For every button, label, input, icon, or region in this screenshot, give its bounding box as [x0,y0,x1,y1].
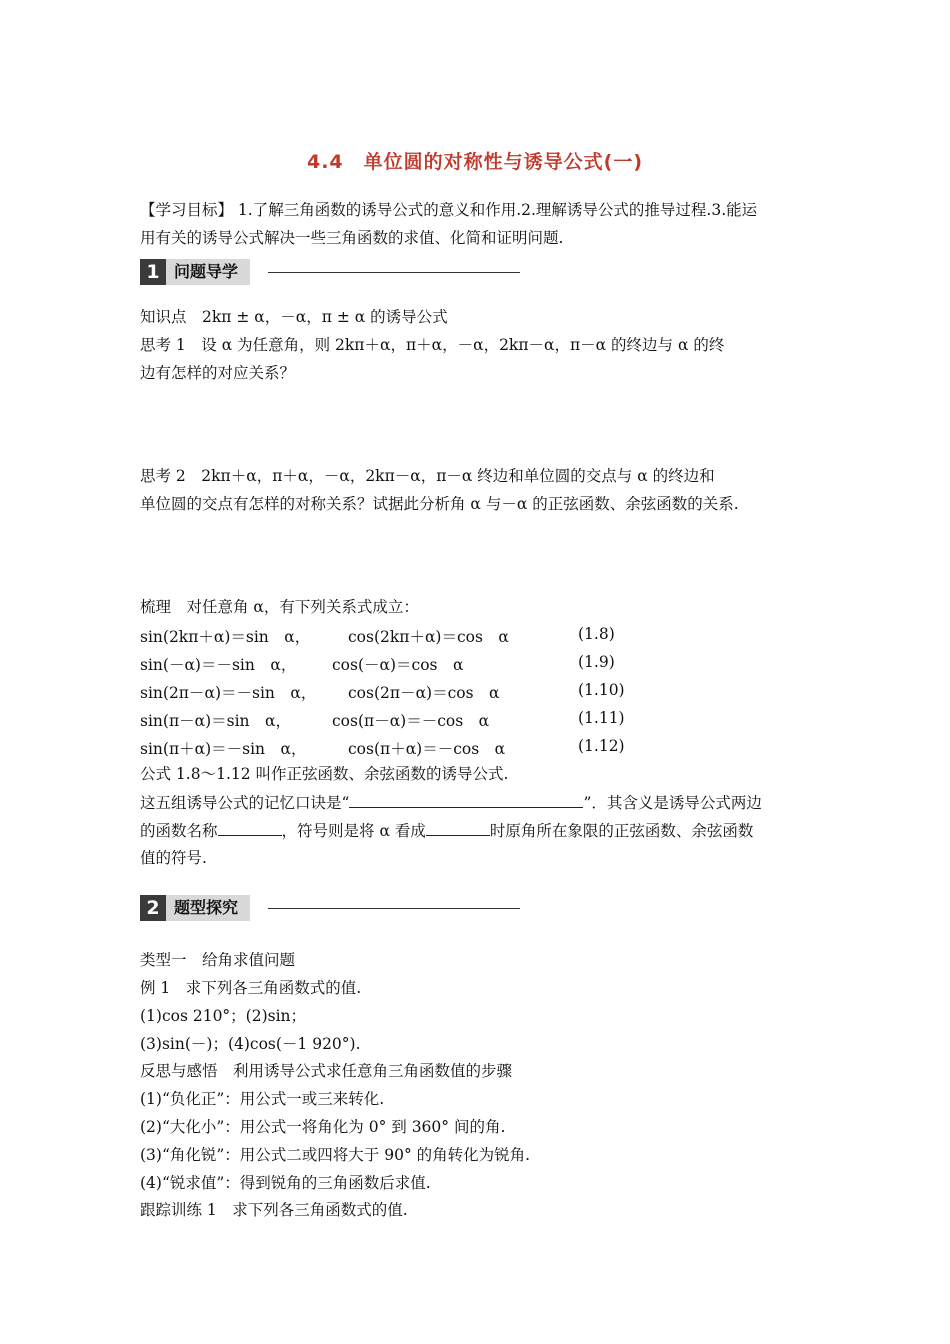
sine-formula: sin(－α)＝－sin α， [140,656,297,674]
formula-note: 公式 1.8～1.12 叫作正弦函数、余弦函数的诱导公式. [140,765,509,783]
knowledge-point-heading: 知识点 2kπ ± α，－α，π ± α 的诱导公式 [140,308,448,326]
section-divider [268,908,520,909]
cosine-formula: cos(2kπ＋α)＝cos α [348,628,509,646]
cosine-formula: cos(－α)＝cos α [332,656,464,674]
fill-blank [426,820,490,836]
reflection-heading: 反思与感悟 利用诱导公式求任意角三角函数值的步骤 [140,1062,513,1080]
section-number-badge: 2 [140,895,166,921]
fill-blank [218,820,282,836]
formula-number: (1.10) [578,681,625,699]
example1-heading: 例 1 求下列各三角函数式的值. [140,979,362,997]
think1-line-1: 思考 1 设 α 为任意角，则 2kπ＋α，π＋α，－α，2kπ－α，π－α 的终边与 α 的终 [140,336,725,354]
mnemonic-text: 的函数名称 [140,822,218,840]
section-header-question-types [140,895,520,921]
formula-number: (1.12) [578,737,625,755]
section-number-badge: 1 [140,259,166,285]
practice1-heading: 跟踪训练 1 求下列各三角函数式的值. [140,1201,408,1219]
think1-line-2: 边有怎样的对应关系？ [140,364,296,382]
page-title: 4.4 单位圆的对称性与诱导公式(一) [306,151,644,173]
type1-heading: 类型一 给角求值问题 [140,951,296,969]
step-item: (1)“负化正”：用公式一或三来转化. [140,1090,385,1108]
think2-line-1: 思考 2 2kπ＋α，π＋α，－α，2kπ－α，π－α 终边和单位圆的交点与 α 的终边和 [140,467,715,485]
step-item: (2)“大化小”：用公式一将角化为 0° 到 360° 间的角. [140,1118,506,1136]
example1-parts-line-1: (1)cos 210°；(2)sin； [140,1007,307,1025]
formula-number: (1.9) [578,653,615,671]
section-divider [268,272,520,273]
formula-number: (1.8) [578,625,615,643]
cosine-formula: cos(2π－α)＝cos α [348,684,500,702]
sine-formula: sin(π－α)＝sin α， [140,712,292,730]
mnemonic-text: 这五组诱导公式的记忆口诀是“ [140,794,350,812]
summary-heading: 梳理 对任意角 α，有下列关系式成立： [140,598,419,616]
mnemonic-text: ，符号则是将 α 看成 [281,822,426,840]
example1-parts-line-2: (3)sin(－)；(4)cos(－1 920°). [140,1035,361,1053]
learning-objectives-line-2: 用有关的诱导公式解决一些三角函数的求值、化简和证明问题. [140,229,564,247]
sine-formula: sin(2kπ＋α)＝sin α， [140,628,311,646]
formula-number: (1.11) [578,709,625,727]
sine-formula: sin(2π－α)＝－sin α， [140,684,317,702]
section-label: 问题导学 [166,259,250,285]
cosine-formula: cos(π＋α)＝－cos α [348,740,506,758]
mnemonic-line-2 [140,820,753,841]
mnemonic-line-3: 值的符号. [140,849,207,867]
cosine-formula: cos(π－α)＝－cos α [332,712,490,730]
mnemonic-line-1 [140,792,762,813]
mnemonic-text: 时原角所在象限的正弦函数、余弦函数 [489,822,754,840]
section-label: 题型探究 [166,895,250,921]
think2-line-2: 单位圆的交点有怎样的对称关系？试据此分析角 α 与－α 的正弦函数、余弦函数的关系. [140,495,739,513]
step-item: (4)“锐求值”：得到锐角的三角函数后求值. [140,1174,431,1192]
mnemonic-text-end: ”．其含义是诱导公式两边 [583,794,762,812]
step-item: (3)“角化锐”：用公式二或四将大于 90° 的角转化为锐角. [140,1146,531,1164]
learning-objectives-line-1: 【学习目标】 1.了解三角函数的诱导公式的意义和作用.2.理解诱导公式的推导过程.3.能运 [140,201,758,219]
section-header-problem-guide [140,259,520,285]
sine-formula: sin(π＋α)＝－sin α， [140,740,307,758]
fill-blank [349,792,583,808]
